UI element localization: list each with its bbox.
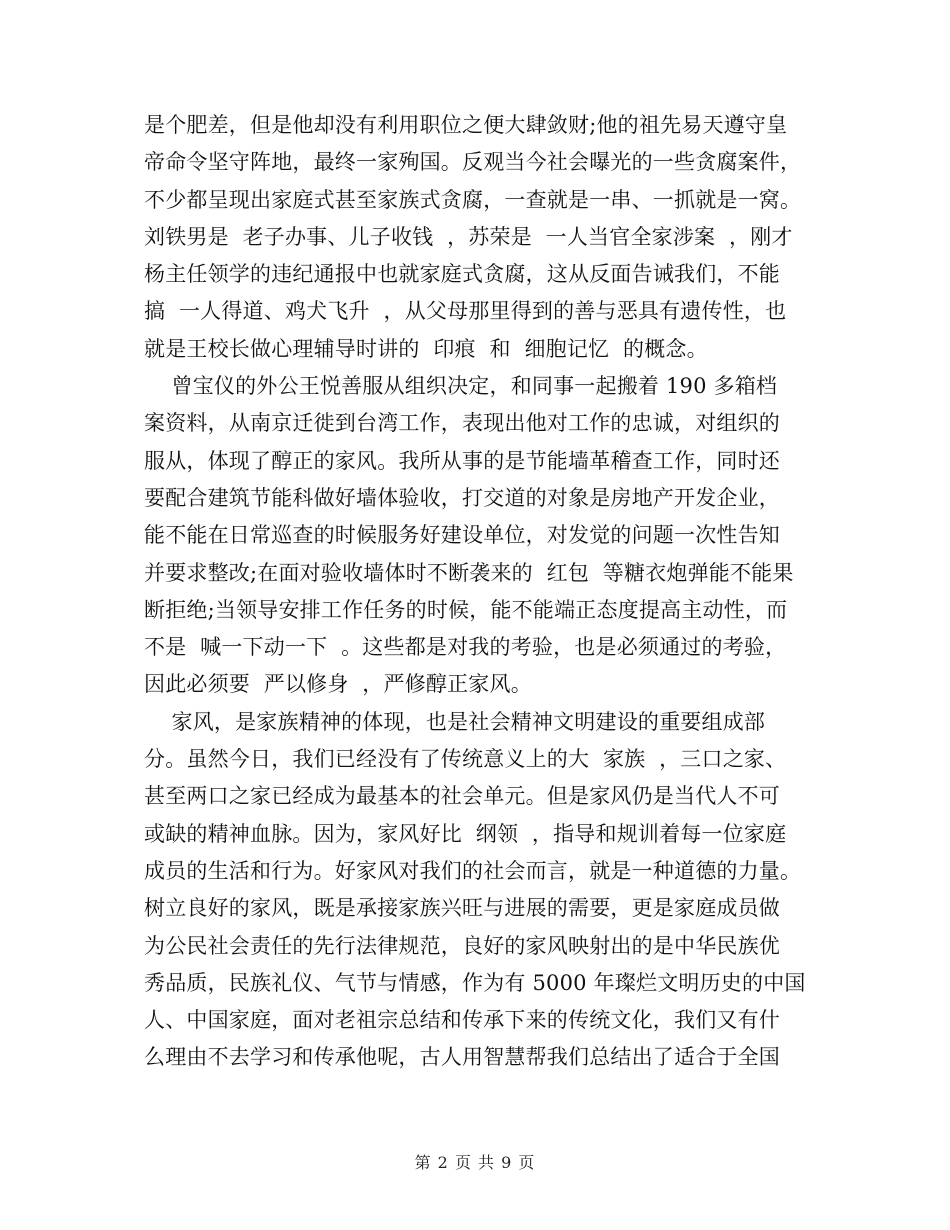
text-line: 为公民社会责任的先行法律规范，良好的家风映射出的是中华民族优 — [144, 933, 780, 958]
text-line: 要配合建筑节能科做好墙体验收，打交道的对象是房地产开发企业， — [144, 485, 780, 510]
text-line: 甚至两口之家已经成为最基本的社会单元。但是家风仍是当代人不可 — [144, 784, 780, 809]
text-line: 案资料，从南京迁徙到台湾工作，表现出他对工作的忠诚，对组织的 — [144, 411, 780, 436]
text-line: 刘铁男是 老子办事、儿子收钱 ，苏荣是 一人当官全家涉案 ，刚才 — [144, 224, 793, 249]
text-line: 人、中国家庭，面对老祖宗总结和传承下来的传统文化，我们又有什 — [144, 1008, 780, 1033]
text-line: 搞 一人得道、鸡犬飞升 ，从父母那里得到的善与恶具有遗传性，也 — [144, 299, 787, 324]
text-line: 帝命令坚守阵地，最终一家殉国。反观当今社会曝光的一些贪腐案件， — [144, 150, 802, 175]
text-line: 断拒绝;当领导安排工作任务的时候，能不能端正态度提高主动性，而 — [144, 597, 788, 622]
text-line: 就是王校长做心理辅导时讲的 印痕 和 细胞记忆 的概念。 — [144, 336, 708, 361]
page-number-footer: 第 2 页 共 9 页 — [414, 1153, 536, 1172]
text-line: 成员的生活和行为。好家风对我们的社会而言，就是一种道德的力量。 — [144, 858, 802, 883]
text-line: 并要求整改;在面对验收墙体时不断袭来的 红包 等糖衣炮弹能不能果 — [144, 560, 794, 585]
text-line: 能不能在日常巡查的时候服务好建设单位，对发觉的问题一次性告知 — [144, 523, 780, 548]
text-line: 或缺的精神血脉。因为，家风好比 纲领 ，指导和规训着每一位家庭 — [144, 821, 787, 846]
text-line: 秀品质，民族礼仪、气节与情感，作为有 5000 年璨烂文明历史的中国 — [144, 970, 806, 995]
text-line: 家风，是家族精神的体现，也是社会精神文明建设的重要组成部 — [144, 709, 766, 734]
text-line: 分。虽然今日，我们已经没有了传统意义上的大 家族 ，三口之家、 — [144, 747, 787, 772]
text-line: 不是 喊一下动一下 。这些都是对我的考验，也是必须通过的考验， — [144, 635, 787, 660]
body-text — [144, 107, 824, 1077]
text-line: 曾宝仪的外公王悦善服从组织决定，和同事一起搬着 190 多箱档 — [144, 374, 778, 399]
text-line: 不少都呈现出家庭式甚至家族式贪腐，一查就是一串、一抓就是一窝。 — [144, 187, 802, 212]
text-line: 是个肥差，但是他却没有利用职位之便大肆敛财;他的祖先易天遵守皇 — [144, 113, 788, 137]
text-line: 服从，体现了醇正的家风。我所从事的是节能墙革稽查工作，同时还 — [144, 448, 780, 473]
text-line: 么理由不去学习和传承他呢，古人用智慧帮我们总结出了适合于全国 — [144, 1045, 780, 1070]
text-line: 因此必须要 严以修身 ，严修醇正家风。 — [144, 672, 532, 697]
text-line: 树立良好的家风，既是承接家族兴旺与进展的需要，更是家庭成员做 — [144, 896, 780, 921]
text-line: 杨主任领学的违纪通报中也就家庭式贪腐，这从反面告诫我们，不能 — [144, 262, 780, 287]
